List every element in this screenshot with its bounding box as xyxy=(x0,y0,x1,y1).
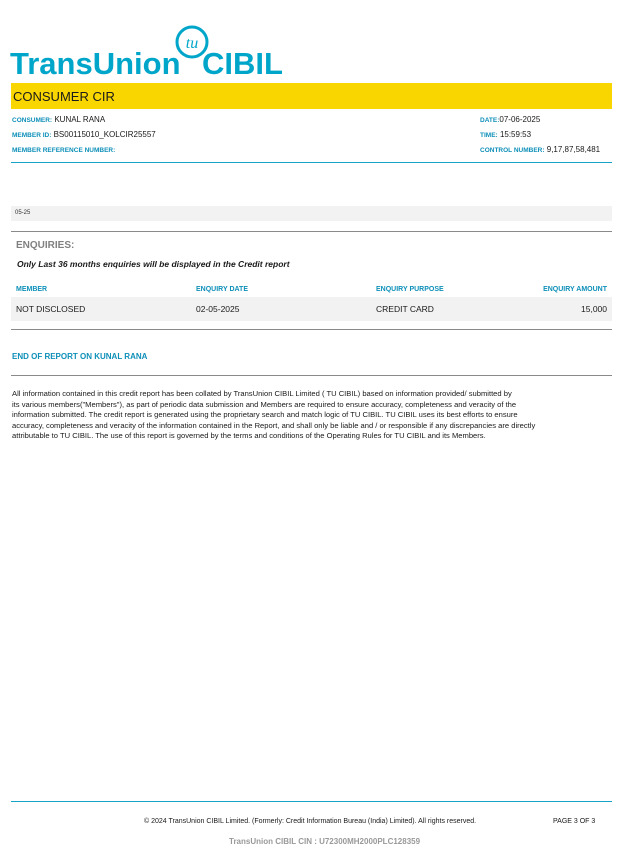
report-date: 07-06-2025 xyxy=(499,115,541,124)
consumer-name: KUNAL RANA xyxy=(54,115,106,124)
transunion-cibil-logo xyxy=(10,22,286,78)
cell-member: NOT DISCLOSED xyxy=(16,304,86,314)
footer-cin: TransUnion CIBIL CIN : U72300MH2000PLC128359 xyxy=(229,837,421,846)
report-time-label: TIME: xyxy=(480,132,498,139)
disclaimer-line: attributable to TU CIBIL. The use of this report is governed by the terms and conditions of the Operating Rules for TU CIBIL and its Members. xyxy=(12,431,486,441)
consumer-name-line xyxy=(12,113,156,128)
member-id: BS00115010_KOLCIR25557 xyxy=(53,130,156,139)
column-header-member: MEMBER xyxy=(16,286,48,293)
enquiries-heading: ENQUIRIES: xyxy=(16,240,75,251)
end-of-report: END OF REPORT ON KUNAL RANA xyxy=(12,352,148,361)
column-header-enquiry-date: ENQUIRY DATE xyxy=(196,286,248,293)
footer-copyright: © 2024 TransUnion CIBIL Limited. (Formerly: Credit Information Bureau (India) Limited). All rights reserved. xyxy=(144,818,477,825)
header-divider xyxy=(11,162,612,163)
enquiries-note: Only Last 36 months enquiries will be displayed in the Credit report xyxy=(17,259,290,269)
control-number-label: CONTROL NUMBER: xyxy=(480,147,545,154)
report-time-line xyxy=(480,128,600,143)
report-date-line xyxy=(480,113,600,128)
disclaimer xyxy=(12,389,615,442)
cell-enquiry-date: 02-05-2025 xyxy=(196,304,240,314)
logo-product-text: CIBIL xyxy=(202,46,283,78)
table-row xyxy=(11,297,612,321)
consumer-name-label: CONSUMER: xyxy=(12,117,53,124)
member-id-label: MEMBER ID: xyxy=(12,132,52,139)
disclaimer-line: accuracy, completeness and veracity of the information contained in the Report, and shall only be liable and / or responsible if any discrepancies are directly xyxy=(12,420,536,430)
section-divider xyxy=(11,231,612,232)
end-divider xyxy=(11,375,612,376)
report-title-bar xyxy=(11,83,612,109)
disclaimer-line: information submitted. The credit report is generated using the proprietary search and match logic of TU CIBIL. TU CIBIL uses its best efforts to ensure xyxy=(12,410,518,420)
logo-brand-text: TransUnion xyxy=(10,46,181,78)
report-title: CONSUMER CIR xyxy=(13,88,115,104)
member-id-line xyxy=(12,128,156,143)
member-ref-line xyxy=(12,143,156,158)
table-divider xyxy=(11,329,612,330)
disclaimer-line: its various members("Members"), as part of periodic data submission and Members are required to ensure accuracy, completeness and veracity of the xyxy=(12,399,517,409)
cell-enquiry-amount: 15,000 xyxy=(581,304,607,314)
report-details xyxy=(480,113,600,158)
report-date-label: DATE: xyxy=(480,117,500,124)
consumer-details xyxy=(12,113,156,158)
previous-section-fragment xyxy=(11,206,612,221)
fragment-text: 05-25 xyxy=(15,210,31,216)
column-header-enquiry-purpose: ENQUIRY PURPOSE xyxy=(376,286,444,293)
control-number-line xyxy=(480,143,600,158)
page-number: PAGE 3 OF 3 xyxy=(553,818,596,825)
disclaimer-line: All information contained in this credit report has been collated by TransUnion CIBIL Limited ( TU CIBIL) based on information provided/ submitted by xyxy=(12,389,512,398)
control-number: 9,17,87,58,481 xyxy=(546,145,601,154)
report-time: 15:59:53 xyxy=(499,130,532,139)
column-header-enquiry-amount: ENQUIRY AMOUNT xyxy=(543,286,607,293)
footer-divider xyxy=(11,801,612,802)
logo-tu-mark: tu xyxy=(185,35,199,52)
cell-enquiry-purpose: CREDIT CARD xyxy=(376,304,434,314)
member-ref-label: MEMBER REFERENCE NUMBER: xyxy=(12,147,116,154)
